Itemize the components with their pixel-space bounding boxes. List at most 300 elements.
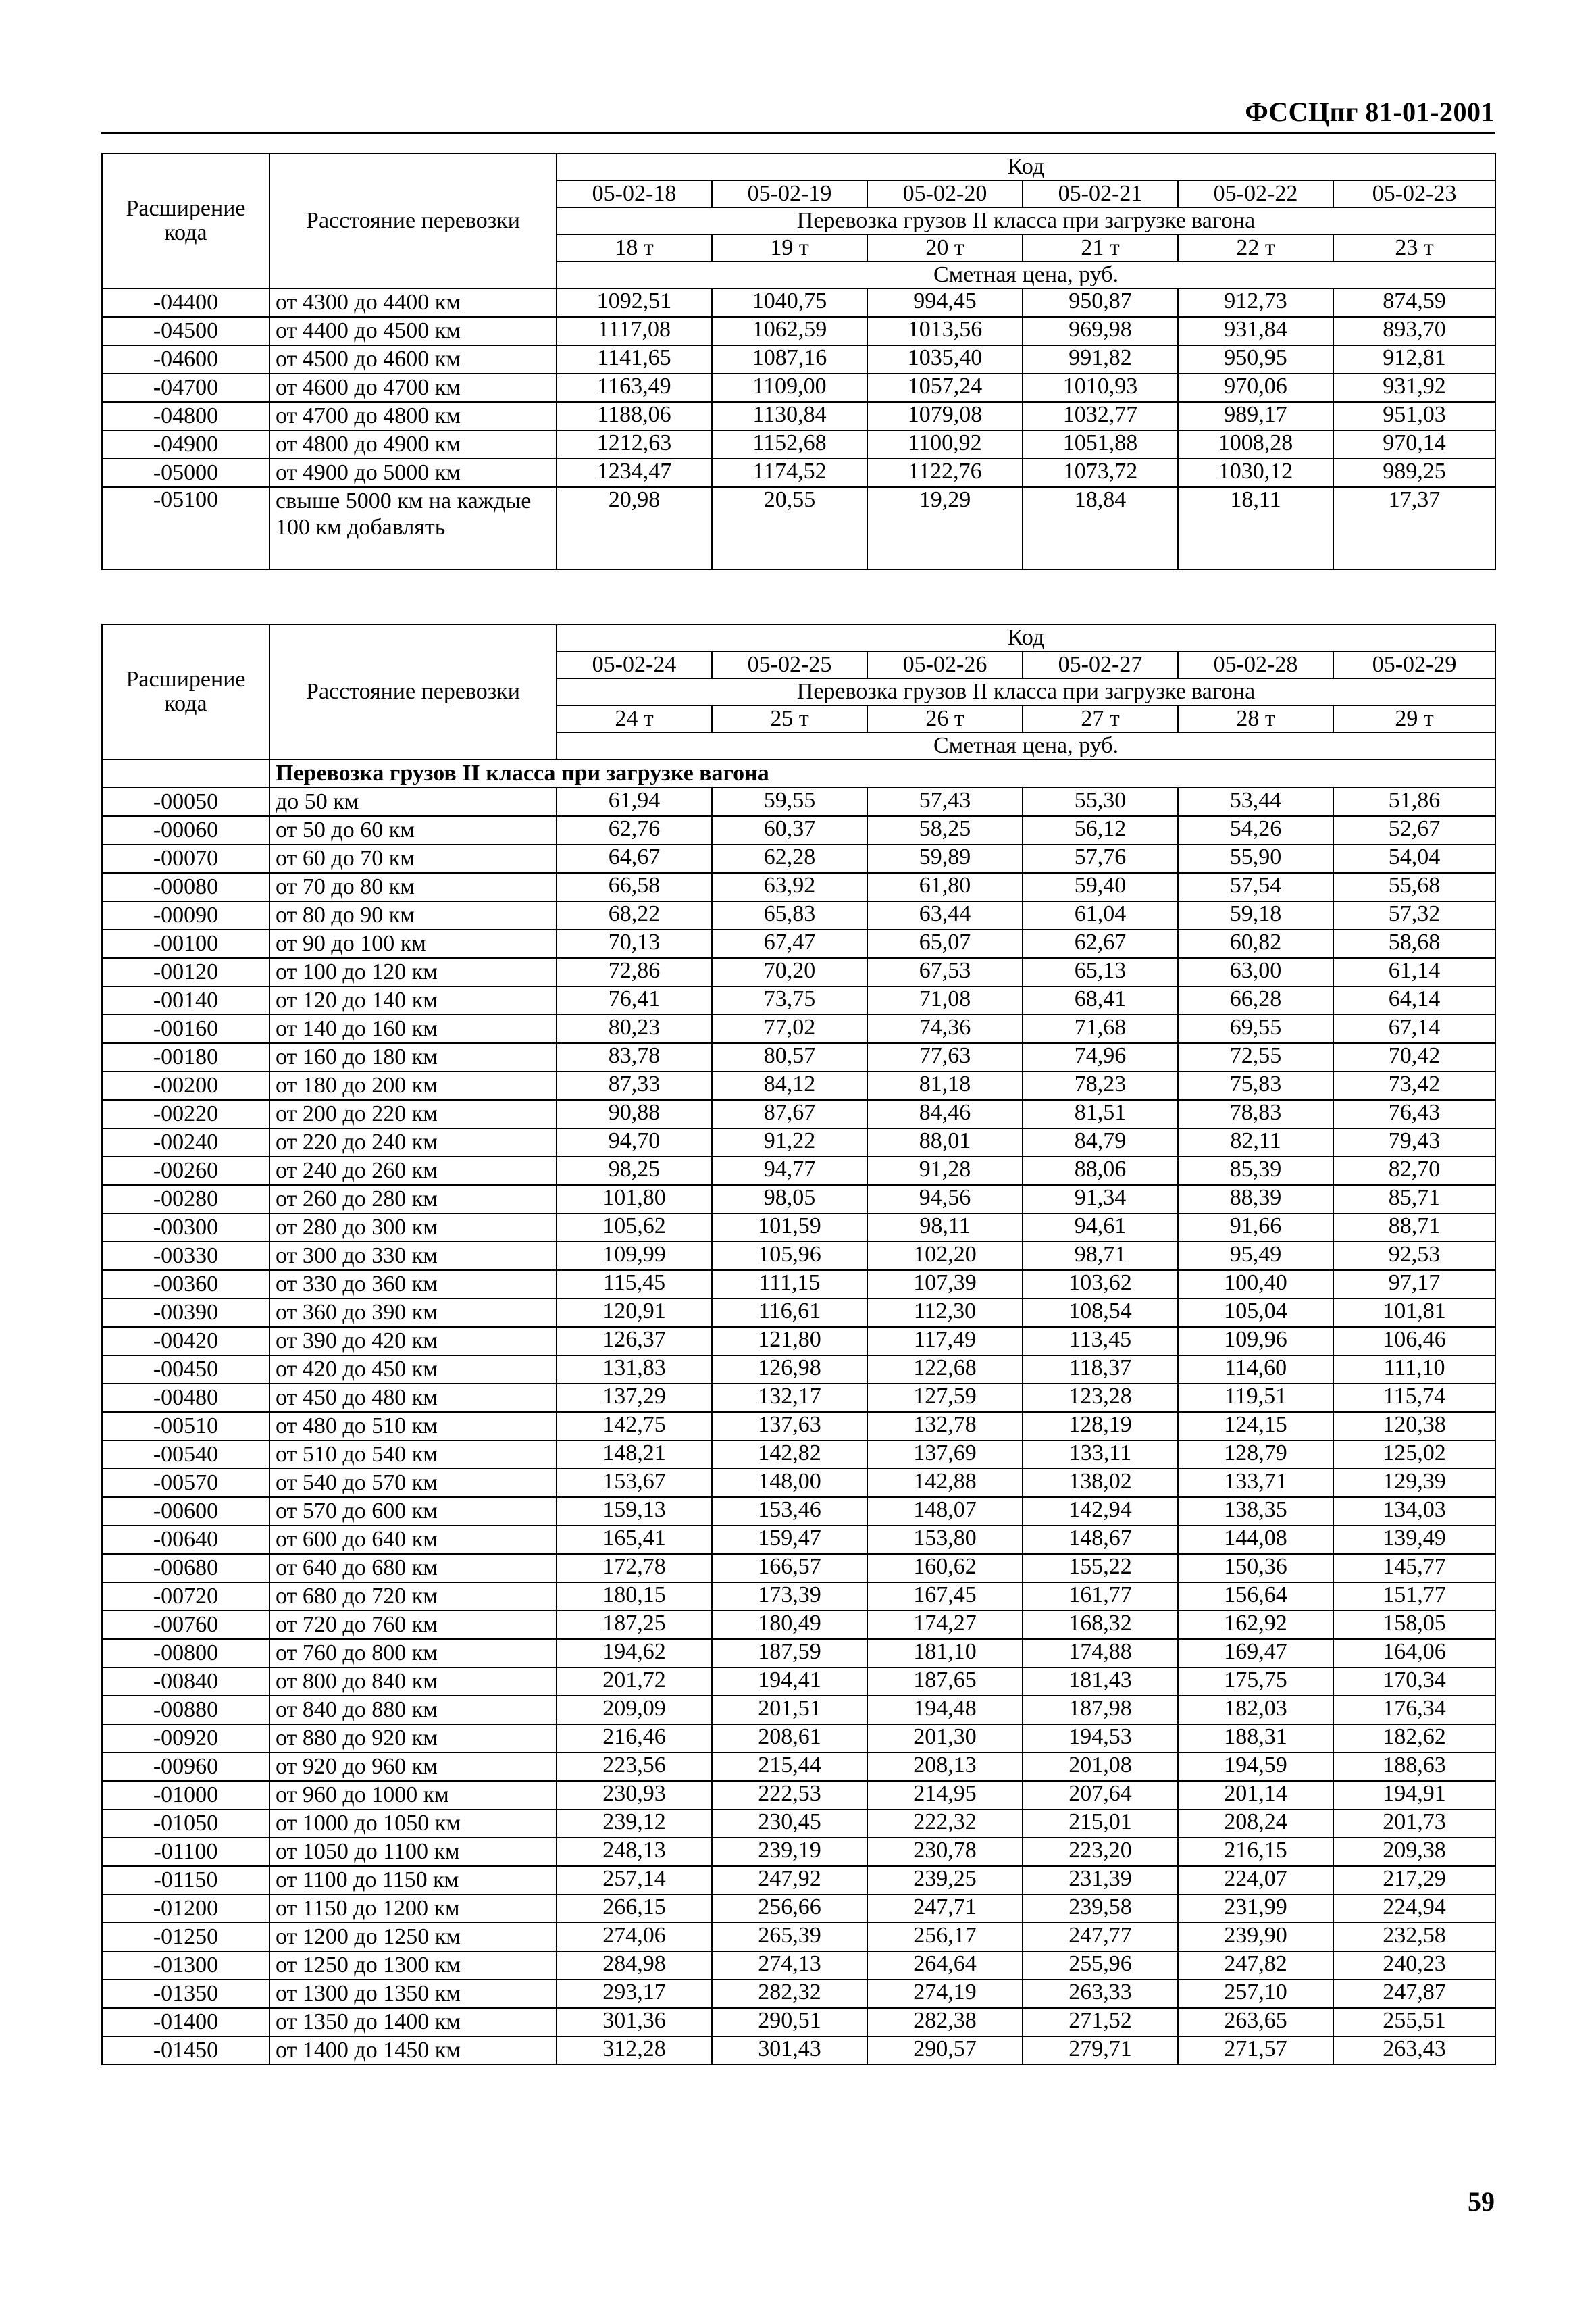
price-cell: 255,51 <box>1333 2008 1495 2036</box>
price-cell: 69,55 <box>1178 1015 1333 1043</box>
price-cell: 1087,16 <box>712 345 867 374</box>
price-cell: 256,66 <box>712 1894 867 1923</box>
price-cell: 55,68 <box>1333 873 1495 901</box>
table-row <box>102 1157 1495 1185</box>
price-cell: 239,58 <box>1023 1894 1178 1923</box>
price-cell: 208,24 <box>1178 1809 1333 1838</box>
price-cell: 148,00 <box>712 1469 867 1497</box>
price-cell: 62,28 <box>712 845 867 873</box>
price-cell: 132,17 <box>712 1384 867 1412</box>
code-header: 05-02-28 <box>1178 651 1333 678</box>
distance-cell: от 880 до 920 км <box>269 1724 557 1753</box>
price-cell: 970,06 <box>1178 374 1333 402</box>
price-cell: 88,39 <box>1178 1185 1333 1213</box>
distance-cell: свыше 5000 км на каждые 100 км добавлять <box>269 487 557 570</box>
price-cell: 1174,52 <box>712 459 867 487</box>
table-row <box>102 459 1495 487</box>
table-row <box>102 1213 1495 1242</box>
price-cell: 274,06 <box>557 1923 712 1951</box>
price-cell: 247,87 <box>1333 1980 1495 2008</box>
distance-cell: от 720 до 760 км <box>269 1611 557 1639</box>
distance-cell: от 330 до 360 км <box>269 1270 557 1299</box>
distance-cell: от 450 до 480 км <box>269 1384 557 1412</box>
load-header: 28 т <box>1178 705 1333 732</box>
ext-code-cell: -00390 <box>102 1299 269 1327</box>
price-cell: 111,15 <box>712 1270 867 1299</box>
table-row <box>102 1781 1495 1809</box>
price-header: Сметная цена, руб. <box>557 732 1495 759</box>
price-cell: 266,15 <box>557 1894 712 1923</box>
price-cell: 129,39 <box>1333 1469 1495 1497</box>
price-cell: 18,11 <box>1178 487 1333 570</box>
price-cell: 74,36 <box>867 1015 1023 1043</box>
price-cell: 1092,51 <box>557 288 712 317</box>
header-rule <box>101 132 1495 134</box>
price-cell: 1008,28 <box>1178 430 1333 459</box>
price-cell: 72,55 <box>1178 1043 1333 1072</box>
load-header: 27 т <box>1023 705 1178 732</box>
price-cell: 20,98 <box>557 487 712 570</box>
price-cell: 264,64 <box>867 1951 1023 1980</box>
price-cell: 222,53 <box>712 1781 867 1809</box>
price-cell: 155,22 <box>1023 1554 1178 1582</box>
price-cell: 931,84 <box>1178 317 1333 345</box>
ext-code-cell: -00050 <box>102 788 269 816</box>
price-cell: 90,88 <box>557 1100 712 1128</box>
price-cell: 70,13 <box>557 930 712 958</box>
distance-cell: от 570 до 600 км <box>269 1497 557 1526</box>
ext-code-cell: -00960 <box>102 1753 269 1781</box>
price-cell: 201,08 <box>1023 1753 1178 1781</box>
ext-code-cell: -01150 <box>102 1866 269 1894</box>
price-cell: 153,67 <box>557 1469 712 1497</box>
price-cell: 98,11 <box>867 1213 1023 1242</box>
price-cell: 120,38 <box>1333 1412 1495 1440</box>
distance-cell: от 840 до 880 км <box>269 1696 557 1724</box>
price-cell: 70,42 <box>1333 1043 1495 1072</box>
distance-cell: от 300 до 330 км <box>269 1242 557 1270</box>
price-cell: 874,59 <box>1333 288 1495 317</box>
price-cell: 118,37 <box>1023 1355 1178 1384</box>
code-header: 05-02-18 <box>557 180 712 207</box>
price-cell: 1062,59 <box>712 317 867 345</box>
ext-code-cell: -04800 <box>102 402 269 430</box>
price-cell: 65,13 <box>1023 958 1178 986</box>
ext-code-cell: -01200 <box>102 1894 269 1923</box>
price-cell: 55,30 <box>1023 788 1178 816</box>
price-cell: 133,11 <box>1023 1440 1178 1469</box>
price-cell: 108,54 <box>1023 1299 1178 1327</box>
price-cell: 1130,84 <box>712 402 867 430</box>
price-cell: 223,56 <box>557 1753 712 1781</box>
ext-code-cell: -00100 <box>102 930 269 958</box>
table-row <box>102 1951 1495 1980</box>
price-cell: 92,53 <box>1333 1242 1495 1270</box>
ext-code-cell: -01400 <box>102 2008 269 2036</box>
price-cell: 274,13 <box>712 1951 867 1980</box>
price-cell: 101,80 <box>557 1185 712 1213</box>
price-cell: 256,17 <box>867 1923 1023 1951</box>
load-header: 23 т <box>1333 234 1495 261</box>
price-cell: 194,53 <box>1023 1724 1178 1753</box>
price-cell: 174,27 <box>867 1611 1023 1639</box>
section-spacer <box>102 759 269 788</box>
ext-code-cell: -00070 <box>102 845 269 873</box>
price-cell: 263,33 <box>1023 1980 1178 2008</box>
table-row <box>102 1696 1495 1724</box>
price-cell: 134,03 <box>1333 1497 1495 1526</box>
price-cell: 64,14 <box>1333 986 1495 1015</box>
price-cell: 127,59 <box>867 1384 1023 1412</box>
price-cell: 1051,88 <box>1023 430 1178 459</box>
price-cell: 282,32 <box>712 1980 867 2008</box>
distance-cell: от 4500 до 4600 км <box>269 345 557 374</box>
price-cell: 63,92 <box>712 873 867 901</box>
price-cell: 59,40 <box>1023 873 1178 901</box>
distance-cell: от 760 до 800 км <box>269 1639 557 1667</box>
ext-code-cell: -00090 <box>102 901 269 930</box>
price-cell: 17,37 <box>1333 487 1495 570</box>
price-cell: 85,39 <box>1178 1157 1333 1185</box>
ext-code-cell: -00160 <box>102 1015 269 1043</box>
price-cell: 94,77 <box>712 1157 867 1185</box>
price-cell: 174,88 <box>1023 1639 1178 1667</box>
ext-code-cell: -01050 <box>102 1809 269 1838</box>
price-cell: 122,68 <box>867 1355 1023 1384</box>
price-cell: 216,15 <box>1178 1838 1333 1866</box>
price-cell: 290,51 <box>712 2008 867 2036</box>
price-cell: 102,20 <box>867 1242 1023 1270</box>
price-table-1 <box>101 153 1496 570</box>
price-cell: 83,78 <box>557 1043 712 1072</box>
price-cell: 194,62 <box>557 1639 712 1667</box>
price-cell: 77,02 <box>712 1015 867 1043</box>
table-row <box>102 1384 1495 1412</box>
price-cell: 53,44 <box>1178 788 1333 816</box>
price-table-2 <box>101 624 1496 2065</box>
price-cell: 1035,40 <box>867 345 1023 374</box>
table-row <box>102 845 1495 873</box>
price-cell: 117,49 <box>867 1327 1023 1355</box>
price-cell: 138,35 <box>1178 1497 1333 1526</box>
price-cell: 67,14 <box>1333 1015 1495 1043</box>
price-cell: 142,82 <box>712 1440 867 1469</box>
price-cell: 94,61 <box>1023 1213 1178 1242</box>
price-cell: 66,28 <box>1178 986 1333 1015</box>
ext-code-cell: -04400 <box>102 288 269 317</box>
distance-cell: от 240 до 260 км <box>269 1157 557 1185</box>
ext-code-cell: -00800 <box>102 1639 269 1667</box>
price-cell: 194,91 <box>1333 1781 1495 1809</box>
table-1-body <box>102 288 1495 570</box>
price-cell: 201,30 <box>867 1724 1023 1753</box>
price-cell: 239,25 <box>867 1866 1023 1894</box>
price-cell: 88,71 <box>1333 1213 1495 1242</box>
price-cell: 67,47 <box>712 930 867 958</box>
price-cell: 125,02 <box>1333 1440 1495 1469</box>
price-cell: 169,47 <box>1178 1639 1333 1667</box>
price-cell: 115,45 <box>557 1270 712 1299</box>
price-cell: 94,56 <box>867 1185 1023 1213</box>
price-cell: 82,70 <box>1333 1157 1495 1185</box>
price-cell: 279,71 <box>1023 2036 1178 2065</box>
distance-cell: от 1250 до 1300 км <box>269 1951 557 1980</box>
ext-code-cell: -00330 <box>102 1242 269 1270</box>
distance-cell: от 1400 до 1450 км <box>269 2036 557 2065</box>
price-cell: 931,92 <box>1333 374 1495 402</box>
ext-code-cell: -01100 <box>102 1838 269 1866</box>
price-cell: 61,80 <box>867 873 1023 901</box>
price-cell: 52,67 <box>1333 816 1495 845</box>
price-cell: 148,21 <box>557 1440 712 1469</box>
ext-code-cell: -00720 <box>102 1582 269 1611</box>
distance-cell: от 680 до 720 км <box>269 1582 557 1611</box>
ext-code-cell: -00240 <box>102 1128 269 1157</box>
distance-cell: от 90 до 100 км <box>269 930 557 958</box>
price-cell: 209,09 <box>557 1696 712 1724</box>
price-cell: 301,36 <box>557 2008 712 2036</box>
price-cell: 57,43 <box>867 788 1023 816</box>
price-cell: 159,47 <box>712 1526 867 1554</box>
price-cell: 55,90 <box>1178 845 1333 873</box>
price-cell: 231,99 <box>1178 1894 1333 1923</box>
price-cell: 148,07 <box>867 1497 1023 1526</box>
price-cell: 109,99 <box>557 1242 712 1270</box>
code-header: 05-02-21 <box>1023 180 1178 207</box>
price-cell: 176,34 <box>1333 1696 1495 1724</box>
distance-cell: до 50 км <box>269 788 557 816</box>
price-cell: 181,10 <box>867 1639 1023 1667</box>
ext-code-cell: -00080 <box>102 873 269 901</box>
price-cell: 230,78 <box>867 1838 1023 1866</box>
table-row <box>102 1100 1495 1128</box>
price-cell: 194,41 <box>712 1667 867 1696</box>
price-cell: 282,38 <box>867 2008 1023 2036</box>
price-cell: 207,64 <box>1023 1781 1178 1809</box>
price-cell: 60,82 <box>1178 930 1333 958</box>
price-cell: 247,77 <box>1023 1923 1178 1951</box>
table-row <box>102 958 1495 986</box>
table-row <box>102 986 1495 1015</box>
price-cell: 91,34 <box>1023 1185 1178 1213</box>
price-cell: 128,19 <box>1023 1412 1178 1440</box>
table-row <box>102 930 1495 958</box>
price-cell: 156,64 <box>1178 1582 1333 1611</box>
price-cell: 51,86 <box>1333 788 1495 816</box>
price-cell: 144,08 <box>1178 1526 1333 1554</box>
price-cell: 951,03 <box>1333 402 1495 430</box>
distance-cell: от 600 до 640 км <box>269 1526 557 1554</box>
price-cell: 19,29 <box>867 487 1023 570</box>
price-cell: 989,17 <box>1178 402 1333 430</box>
distance-cell: от 800 до 840 км <box>269 1667 557 1696</box>
code-header: 05-02-27 <box>1023 651 1178 678</box>
price-cell: 217,29 <box>1333 1866 1495 1894</box>
distance-cell: от 1050 до 1100 км <box>269 1838 557 1866</box>
price-cell: 201,73 <box>1333 1809 1495 1838</box>
price-cell: 61,04 <box>1023 901 1178 930</box>
price-cell: 91,22 <box>712 1128 867 1157</box>
price-cell: 187,59 <box>712 1639 867 1667</box>
table-row <box>102 1526 1495 1554</box>
price-cell: 230,93 <box>557 1781 712 1809</box>
price-cell: 271,57 <box>1178 2036 1333 2065</box>
price-cell: 1152,68 <box>712 430 867 459</box>
table-row <box>102 1497 1495 1526</box>
ext-code-cell: -00120 <box>102 958 269 986</box>
price-cell: 75,83 <box>1178 1072 1333 1100</box>
load-header: 24 т <box>557 705 712 732</box>
ext-code-cell: -00680 <box>102 1554 269 1582</box>
price-cell: 81,18 <box>867 1072 1023 1100</box>
table-row <box>102 345 1495 374</box>
price-cell: 142,88 <box>867 1469 1023 1497</box>
table-row <box>102 1440 1495 1469</box>
distance-cell: от 220 до 240 км <box>269 1128 557 1157</box>
price-cell: 1100,92 <box>867 430 1023 459</box>
price-cell: 142,75 <box>557 1412 712 1440</box>
price-cell: 64,67 <box>557 845 712 873</box>
distance-cell: от 510 до 540 км <box>269 1440 557 1469</box>
price-cell: 105,62 <box>557 1213 712 1242</box>
table-row <box>102 317 1495 345</box>
load-header: 21 т <box>1023 234 1178 261</box>
price-cell: 94,70 <box>557 1128 712 1157</box>
price-cell: 969,98 <box>1023 317 1178 345</box>
table-1-head <box>102 153 1495 288</box>
distance-cell: от 1000 до 1050 км <box>269 1809 557 1838</box>
ext-code-cell: -00760 <box>102 1611 269 1639</box>
price-cell: 63,44 <box>867 901 1023 930</box>
distance-cell: от 480 до 510 км <box>269 1412 557 1440</box>
price-cell: 62,67 <box>1023 930 1178 958</box>
price-cell: 263,43 <box>1333 2036 1495 2065</box>
price-cell: 59,89 <box>867 845 1023 873</box>
price-cell: 119,51 <box>1178 1384 1333 1412</box>
ext-code-cell: -00920 <box>102 1724 269 1753</box>
price-cell: 153,80 <box>867 1526 1023 1554</box>
price-cell: 84,46 <box>867 1100 1023 1128</box>
price-cell: 271,52 <box>1023 2008 1178 2036</box>
price-cell: 991,82 <box>1023 345 1178 374</box>
price-cell: 78,23 <box>1023 1072 1178 1100</box>
price-cell: 103,62 <box>1023 1270 1178 1299</box>
ext-code-cell: -00450 <box>102 1355 269 1384</box>
price-cell: 71,08 <box>867 986 1023 1015</box>
table-row <box>102 1327 1495 1355</box>
ext-code-cell: -00180 <box>102 1043 269 1072</box>
price-cell: 115,74 <box>1333 1384 1495 1412</box>
price-header: Сметная цена, руб. <box>557 261 1495 288</box>
price-cell: 128,79 <box>1178 1440 1333 1469</box>
price-cell: 247,71 <box>867 1894 1023 1923</box>
load-header: 18 т <box>557 234 712 261</box>
table-row <box>102 1894 1495 1923</box>
ext-code-cell: -00510 <box>102 1412 269 1440</box>
price-cell: 247,82 <box>1178 1951 1333 1980</box>
price-cell: 57,54 <box>1178 873 1333 901</box>
price-cell: 1013,56 <box>867 317 1023 345</box>
price-cell: 66,58 <box>557 873 712 901</box>
section-title: Перевозка грузов II класса при загрузке вагона <box>269 759 1495 788</box>
price-cell: 70,20 <box>712 958 867 986</box>
price-cell: 120,91 <box>557 1299 712 1327</box>
ext-code-cell: -00540 <box>102 1440 269 1469</box>
table-row <box>102 901 1495 930</box>
price-cell: 77,63 <box>867 1043 1023 1072</box>
price-cell: 215,44 <box>712 1753 867 1781</box>
price-cell: 231,39 <box>1023 1866 1178 1894</box>
code-header: 05-02-23 <box>1333 180 1495 207</box>
price-cell: 56,12 <box>1023 816 1178 845</box>
ext-code-cell: -00140 <box>102 986 269 1015</box>
ext-code-cell: -00840 <box>102 1667 269 1696</box>
code-header: 05-02-22 <box>1178 180 1333 207</box>
ext-code-cell: -01250 <box>102 1923 269 1951</box>
price-cell: 223,20 <box>1023 1838 1178 1866</box>
table-row <box>102 1582 1495 1611</box>
table-row <box>102 1270 1495 1299</box>
price-cell: 131,83 <box>557 1355 712 1384</box>
distance-cell: от 120 до 140 км <box>269 986 557 1015</box>
price-cell: 98,71 <box>1023 1242 1178 1270</box>
distance-cell: от 80 до 90 км <box>269 901 557 930</box>
distance-cell: от 100 до 120 км <box>269 958 557 986</box>
price-cell: 124,15 <box>1178 1412 1333 1440</box>
distance-cell: от 200 до 220 км <box>269 1100 557 1128</box>
price-cell: 1109,00 <box>712 374 867 402</box>
price-cell: 76,43 <box>1333 1100 1495 1128</box>
price-cell: 201,51 <box>712 1696 867 1724</box>
price-cell: 257,10 <box>1178 1980 1333 2008</box>
distance-cell: от 390 до 420 км <box>269 1327 557 1355</box>
price-cell: 105,96 <box>712 1242 867 1270</box>
price-cell: 100,40 <box>1178 1270 1333 1299</box>
distance-cell: от 1100 до 1150 км <box>269 1866 557 1894</box>
price-cell: 148,67 <box>1023 1526 1178 1554</box>
table-row <box>102 788 1495 816</box>
distance-cell: от 280 до 300 км <box>269 1213 557 1242</box>
price-cell: 91,28 <box>867 1157 1023 1185</box>
price-cell: 170,34 <box>1333 1667 1495 1696</box>
code-header: 05-02-29 <box>1333 651 1495 678</box>
table-row <box>102 2036 1495 2065</box>
ext-code-cell: -04900 <box>102 430 269 459</box>
load-header: 22 т <box>1178 234 1333 261</box>
ext-code-cell: -00360 <box>102 1270 269 1299</box>
transport-header: Перевозка грузов II класса при загрузке вагона <box>557 678 1495 705</box>
price-cell: 164,06 <box>1333 1639 1495 1667</box>
transport-header: Перевозка грузов II класса при загрузке вагона <box>557 207 1495 234</box>
distance-cell: от 260 до 280 км <box>269 1185 557 1213</box>
price-cell: 72,86 <box>557 958 712 986</box>
price-cell: 74,96 <box>1023 1043 1178 1072</box>
price-cell: 970,14 <box>1333 430 1495 459</box>
price-cell: 239,90 <box>1178 1923 1333 1951</box>
table-row <box>102 1128 1495 1157</box>
distance-cell: от 640 до 680 км <box>269 1554 557 1582</box>
price-cell: 265,39 <box>712 1923 867 1951</box>
price-cell: 239,12 <box>557 1809 712 1838</box>
ext-code-cell: -01450 <box>102 2036 269 2065</box>
price-cell: 76,41 <box>557 986 712 1015</box>
price-cell: 137,63 <box>712 1412 867 1440</box>
table-row <box>102 288 1495 317</box>
price-cell: 67,53 <box>867 958 1023 986</box>
price-cell: 126,37 <box>557 1327 712 1355</box>
price-cell: 1122,76 <box>867 459 1023 487</box>
ext-code-cell: -00300 <box>102 1213 269 1242</box>
